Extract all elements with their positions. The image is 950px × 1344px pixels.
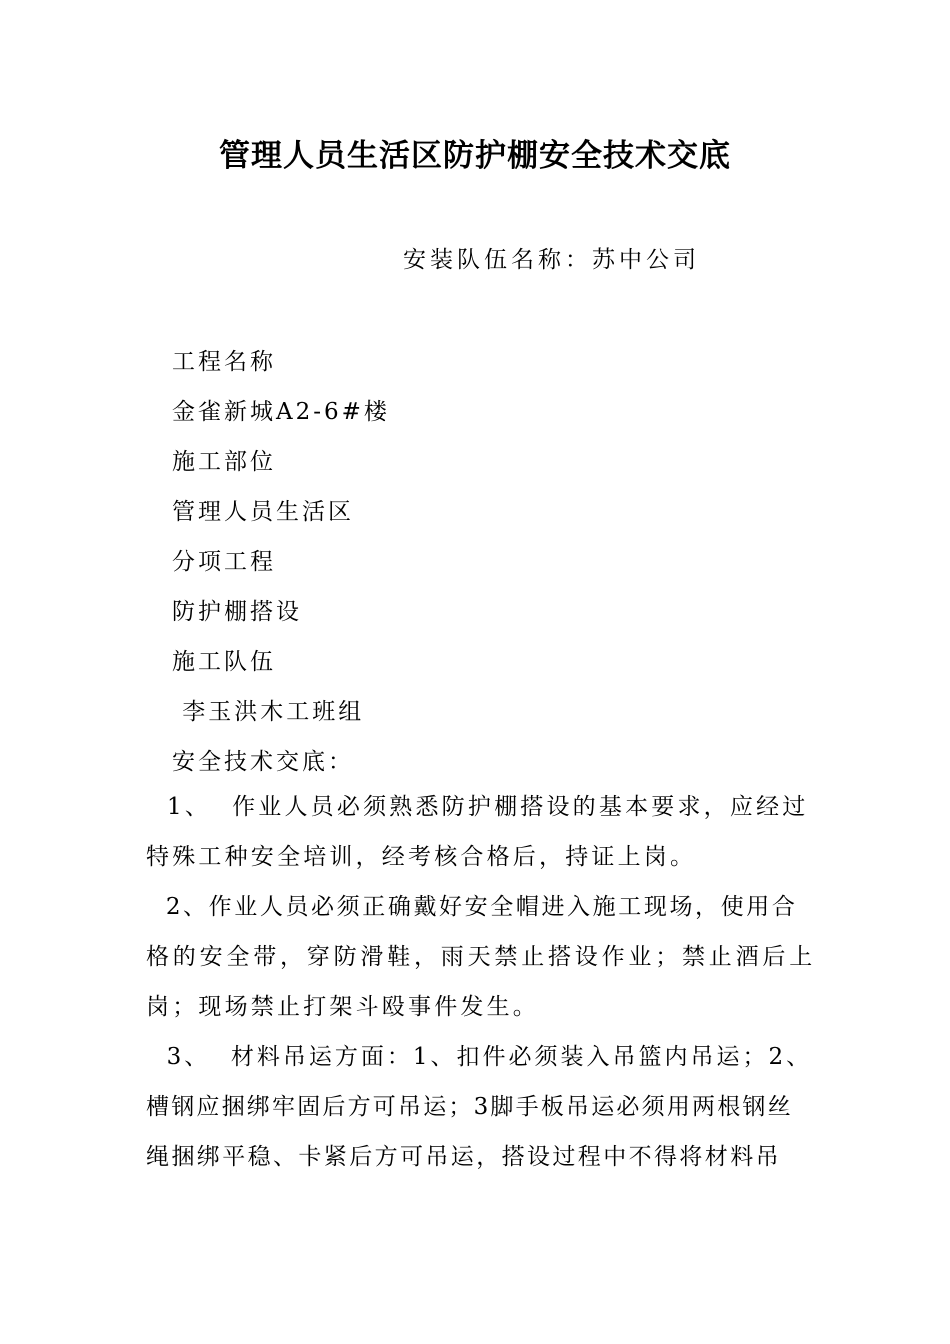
field-value-location: 管理人员生活区 [172, 499, 354, 525]
field-label-location: 施工部位 [172, 449, 276, 475]
field-label-subproject: 分项工程 [172, 549, 276, 575]
paragraph-3 [146, 1032, 816, 1182]
paragraph-line: 2、作业人员必须正确戴好安全帽进入施工现场，使用合 [146, 894, 798, 920]
team-name-line: 安装队伍名称：苏中公司 [403, 247, 700, 273]
section-heading-safety: 安全技术交底： [172, 749, 354, 775]
paragraph-line: 1、 作业人员必须熟悉防护棚搭设的基本要求，应经过 [146, 794, 809, 820]
field-value-team: 李玉洪木工班组 [172, 699, 365, 725]
paragraph-line: 槽钢应捆绑牢固后方可吊运；3脚手板吊运必须用两根钢丝 [146, 1094, 793, 1120]
field-value-subproject: 防护棚搭设 [172, 599, 302, 625]
paragraph-line: 3、 材料吊运方面：1、扣件必须装入吊篮内吊运；2、 [146, 1044, 813, 1070]
document-title: 管理人员生活区防护棚安全技术交底 [219, 138, 731, 174]
paragraph-line: 岗；现场禁止打架斗殴事件发生。 [146, 994, 539, 1020]
paragraph-2 [146, 882, 816, 1032]
paragraph-line: 格的安全带，穿防滑鞋，雨天禁止搭设作业；禁止酒后上 [146, 944, 816, 970]
field-label-team: 施工队伍 [172, 649, 276, 675]
paragraph-1 [146, 782, 816, 882]
paragraph-line: 特殊工种安全培训，经考核合格后，持证上岗。 [146, 844, 697, 870]
field-label-project: 工程名称 [172, 349, 276, 375]
field-value-project: 金雀新城A2-6#楼 [172, 399, 390, 425]
paragraph-line: 绳捆绑平稳、卡紧后方可吊运，搭设过程中不得将材料吊 [146, 1144, 781, 1170]
